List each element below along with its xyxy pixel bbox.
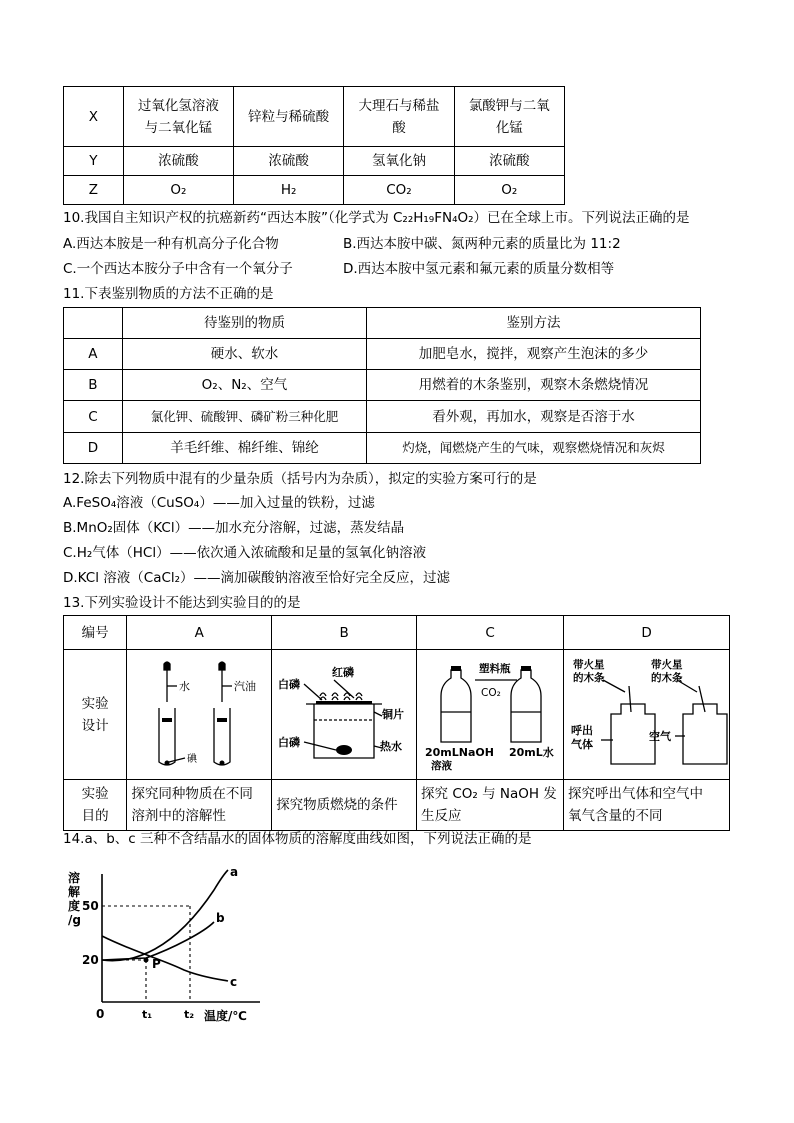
- curve-b-line: [102, 922, 214, 960]
- table-cell: 大理石与稀盐 酸: [344, 87, 454, 147]
- curve-b-label: b: [216, 911, 225, 925]
- question-12-option-d: D.KCl 溶液（CaCl₂）——滴加碳酸钠溶液至恰好完全反应，过滤: [63, 570, 451, 586]
- label-plastic-bottle: 塑料瓶: [479, 663, 511, 675]
- origin-label: 0: [96, 1007, 105, 1021]
- label-glowing-stick-1: 带火星: [572, 659, 605, 671]
- question-11-stem: 11.下表鉴别物质的方法不正确的是: [63, 286, 274, 302]
- question-10-option-c: C.一个西达本胺分子中含有一个氧分子: [63, 261, 293, 277]
- table-cell: 浓硫酸: [234, 147, 344, 176]
- point-p-label: P: [152, 957, 161, 971]
- label-air: 空气: [648, 730, 671, 743]
- table-cell: 看外观，再加水，观察是否溶于水: [367, 401, 701, 433]
- figure-a-cell: [127, 650, 272, 780]
- label-red-phosphorus: 红磷: [332, 666, 355, 679]
- y-label-line1: 溶: [68, 871, 81, 885]
- y-tick-50: 50: [82, 899, 99, 913]
- table-cell: H₂: [234, 176, 344, 205]
- label-gasoline: 汽油: [234, 680, 257, 693]
- question-12-option-c: C.H₂气体（HCl）——依次通入浓硫酸和足量的氢氧化钠溶液: [63, 545, 427, 561]
- table-cell: 灼烧，闻燃烧产生的气味，观察燃烧情况和灰烬: [367, 433, 701, 464]
- table-cell: Z: [64, 176, 124, 205]
- purpose-label: 实验 目的: [64, 780, 127, 831]
- table-cell: 锌粒与稀硫酸: [234, 87, 344, 147]
- label-glowing-stick-2b: 的木条: [650, 672, 683, 684]
- table-cell: 羊毛纤维、棉纤维、锦纶: [122, 433, 366, 464]
- table-cell: X: [64, 87, 124, 147]
- label-glowing-stick-1b: 的木条: [572, 672, 605, 684]
- figure-c-cell: [417, 650, 564, 780]
- question-10-option-d: D.西达本胺中氢元素和氟元素的质量分数相等: [343, 261, 615, 277]
- figure-a-test-tubes: [129, 650, 269, 772]
- table-header: 编号: [64, 616, 127, 650]
- table-header: B: [272, 616, 417, 650]
- question-10-option-a: A.西达本胺是一种有机高分子化合物: [63, 236, 279, 252]
- table-cell: 氢氧化钠: [344, 147, 454, 176]
- point-p-marker: [144, 958, 149, 963]
- table-cell: 加肥皂水，搅拌，观察产生泡沫的多少: [367, 339, 701, 370]
- y-label-line4: /g: [68, 913, 81, 927]
- question-13-stem: 13.下列实验设计不能达到实验目的的是: [63, 595, 301, 611]
- identification-table: [63, 307, 701, 464]
- y-label-line2: 解: [68, 885, 81, 899]
- table-cell: C: [64, 401, 123, 433]
- figure-d-cell: [564, 650, 730, 780]
- table-cell: 探究呼出气体和空气中 氧气含量的不同: [564, 780, 730, 831]
- label-solution: 溶液: [431, 760, 453, 772]
- x-axis-label: 温度/℃: [204, 1009, 247, 1023]
- table-cell: A: [64, 339, 123, 370]
- label-naoh-solution: 20mLNaOH: [425, 746, 494, 759]
- table-header: 待鉴别的物质: [122, 308, 366, 339]
- table-cell: 氯酸钾与二氧 化锰: [454, 87, 564, 147]
- label-white-phosphorus-top: 白磷: [278, 678, 301, 691]
- label-exhaled: 呼出: [570, 724, 593, 737]
- table-cell: B: [64, 370, 123, 401]
- table-cell: 浓硫酸: [454, 147, 564, 176]
- figure-b-cell: [272, 650, 417, 780]
- table-cell: 探究同种物质在不同 溶剂中的溶解性: [127, 780, 272, 831]
- curve-c-label: c: [230, 975, 238, 989]
- table-cell: 硬水、软水: [122, 339, 366, 370]
- question-10-option-b: B.西达本胺中碳、氮两种元素的质量比为 11:2: [343, 236, 621, 252]
- table-cell: O₂、N₂、空气: [122, 370, 366, 401]
- label-gas: 气体: [570, 738, 593, 751]
- y-tick-20: 20: [82, 953, 99, 967]
- figure-d-bottles: [565, 650, 729, 772]
- table-cell: O₂: [454, 176, 564, 205]
- gas-table: [63, 86, 565, 205]
- table-cell: CO₂: [344, 176, 454, 205]
- label-iodine: 碘: [187, 754, 198, 765]
- table-cell: D: [64, 433, 123, 464]
- table-cell: 过氧化氢溶液 与二氧化锰: [123, 87, 233, 147]
- figure-c-bottles: [417, 650, 563, 772]
- table-cell: 探究 CO₂ 与 NaOH 发 生反应: [417, 780, 564, 831]
- table-cell: 氯化钾、硫酸钾、磷矿粉三种化肥: [122, 401, 366, 433]
- question-12-stem: 12.除去下列物质中混有的少量杂质（括号内为杂质），拟定的实验方案可行的是: [63, 471, 537, 487]
- solubility-curve-chart: [64, 860, 264, 1025]
- table-header: 鉴别方法: [367, 308, 701, 339]
- table-cell: Y: [64, 147, 124, 176]
- question-12-option-a: A.FeSO₄溶液（CuSO₄）——加入过量的铁粉，过滤: [63, 495, 375, 511]
- label-hot-water: 热水: [380, 740, 403, 753]
- experiment-table: [63, 615, 730, 831]
- label-glowing-stick-2: 带火星: [650, 659, 683, 671]
- table-header: [64, 308, 123, 339]
- label-copper: 铜片: [382, 708, 405, 721]
- curve-a-line: [102, 870, 228, 961]
- table-header: C: [417, 616, 564, 650]
- y-label-line3: 度: [68, 899, 81, 913]
- table-cell: 探究物质燃烧的条件: [272, 780, 417, 831]
- table-cell: 浓硫酸: [123, 147, 233, 176]
- label-water-20ml: 20mL水: [509, 746, 554, 759]
- figure-b-beaker: [274, 650, 414, 772]
- label-co2: CO₂: [481, 687, 501, 699]
- table-cell: O₂: [123, 176, 233, 205]
- curve-a-label: a: [230, 865, 239, 879]
- table-cell: 用燃着的木条鉴别，观察木条燃烧情况: [367, 370, 701, 401]
- x-tick-t2: t₂: [184, 1008, 195, 1021]
- design-label: 实验 设计: [64, 650, 127, 780]
- question-12-option-b: B.MnO₂固体（KCl）——加水充分溶解，过滤，蒸发结晶: [63, 520, 405, 536]
- x-tick-t1: t₁: [142, 1008, 153, 1021]
- question-10-stem: 10.我国自主知识产权的抗癌新药“西达本胺”（化学式为 C₂₂H₁₉FN₄O₂）已在全球上市。下列说法正确的是: [63, 210, 690, 226]
- label-water: 水: [179, 680, 191, 693]
- question-14-stem: 14.a、b、c 三种不含结晶水的固体物质的溶解度曲线如图，下列说法正确的是: [63, 831, 532, 847]
- table-header: D: [564, 616, 730, 650]
- label-white-phosphorus-bottom: 白磷: [278, 736, 301, 749]
- table-header: A: [127, 616, 272, 650]
